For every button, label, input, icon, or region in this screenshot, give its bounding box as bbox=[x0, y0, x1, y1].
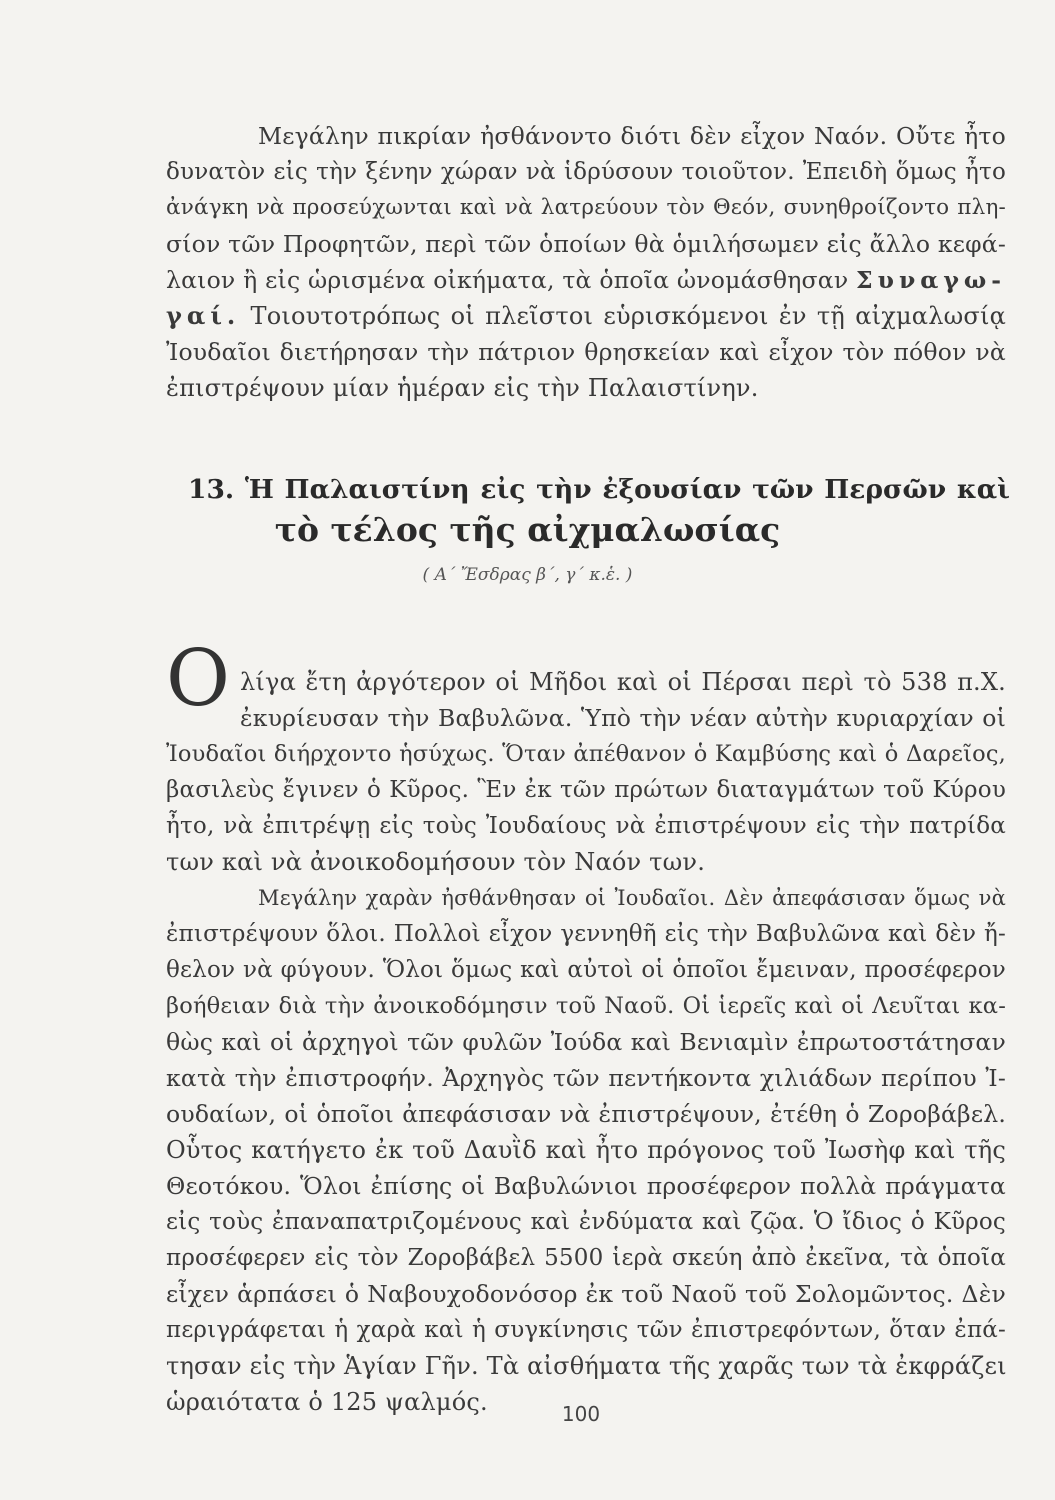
emphasis-word: Συναγω- bbox=[856, 266, 1006, 294]
text-line bbox=[166, 262, 1006, 298]
chapter-heading-line2: τὸ τέλος τῆς αἰχμαλωσίας bbox=[274, 510, 781, 549]
scripture-reference: ( Α΄ Ἔσδρας β΄, γ΄ κ.ἑ. ) bbox=[422, 565, 633, 585]
text-line: Ἰουδαῖοι διήρχοντο ἡσύχως. Ὅταν ἀπέθανον ὁ Καμβύσης καὶ ὁ Δαρεῖος, bbox=[166, 741, 1006, 767]
text-line: Θεοτόκου. Ὅλοι ἐπίσης οἱ Βαβυλώνιοι προσέφερον πολλὰ πράγματα bbox=[166, 1172, 1006, 1200]
text-line: ἀνάγκη νὰ προσεύχωνται καὶ νὰ λατρεύουν τὸν Θεόν, συνηθροίζοντο πλη- bbox=[166, 195, 1006, 220]
text-line: κατὰ τὴν ἐπιστροφήν. Ἀρχηγὸς τῶν πεντήκοντα χιλιάδων περίπου Ἰ- bbox=[166, 1064, 1006, 1092]
page-number: 100 bbox=[561, 1402, 601, 1426]
text-line: περιγράφεται ἡ χαρὰ καὶ ἡ συγκίνησις τῶν ἐπιστρεφόντων, ὅταν ἐπά- bbox=[166, 1317, 1006, 1343]
text-line: βασιλεὺς ἔγινεν ὁ Κῦρος. Ἓν ἐκ τῶν πρώτων διαταγμάτων τοῦ Κύρου bbox=[166, 777, 1006, 803]
text-line: εἰς τοὺς ἐπαναπατριζομένους καὶ ἐνδύματα καὶ ζῷα. Ὁ ἴδιος ὁ Κῦρος bbox=[166, 1209, 1006, 1235]
text-line: ἐκυρίευσαν τὴν Βαβυλῶνα. Ὑπὸ τὴν νέαν αὐτὴν κυριαρχίαν οἱ bbox=[240, 704, 1006, 732]
text-line: ἐπιστρέψουν ὅλοι. Πολλοὶ εἶχον γεννηθῆ εἰς τὴν Βαβυλῶνα καὶ δὲν ἤ- bbox=[166, 921, 1006, 947]
text-line: των καὶ νὰ ἀνοικοδομήσουν τὸν Ναόν των. bbox=[166, 848, 706, 876]
text-line: εἶχεν ἁρπάσει ὁ Ναβουχοδονόσορ ἐκ τοῦ Ναοῦ τοῦ Σολομῶντος. Δὲν bbox=[166, 1280, 1006, 1308]
text-line: Μεγάλην πικρίαν ἠσθάνοντο διότι δὲν εἶχον Ναόν. Οὔτε ἦτο bbox=[258, 122, 1006, 150]
text-line: Οὗτος κατήγετο ἐκ τοῦ Δαυῒδ καὶ ἦτο πρόγονος τοῦ Ἰωσὴφ καὶ τῆς bbox=[166, 1136, 1006, 1164]
emphasis-word: γαί. bbox=[166, 301, 241, 330]
text-line: θελον νὰ φύγουν. Ὅλοι ὅμως καὶ αὐτοὶ οἱ ὁποῖοι ἔμειναν, προσέφερον bbox=[166, 957, 1006, 983]
text-line: βοήθειαν διὰ τὴν ἀνοικοδόμησιν τοῦ Ναοῦ. Οἱ ἱερεῖς καὶ οἱ Λευῖται κα- bbox=[166, 993, 1006, 1019]
chapter-heading: 13. Ἡ Παλαιστίνη εἰς τὴν ἐξουσίαν τῶν Περσῶν καὶ bbox=[188, 474, 1010, 505]
text-line: ὡραιότατα ὁ 125 ψαλμός. bbox=[166, 1388, 488, 1416]
text-segment: Τοιουτοτρόπως οἱ πλεῖστοι εὑρισκόμενοι ἐν τῇ αἰχμαλωσίᾳ bbox=[250, 302, 1006, 330]
text-line: ἐπιστρέψουν μίαν ἡμέραν εἰς τὴν Παλαιστίνην. bbox=[166, 374, 759, 402]
drop-cap: Ο bbox=[166, 634, 230, 724]
text-segment: λαιον ἢ εἰς ὡρισμένα οἰκήματα, τὰ ὁποῖα ὠνομάσθησαν bbox=[166, 266, 849, 294]
text-line: σίον τῶν Προφητῶν, περὶ τῶν ὁποίων θὰ ὁμιλήσωμεν εἰς ἄλλο κεφά- bbox=[166, 230, 1006, 258]
text-line: προσέφερεν εἰς τὸν Ζοροβάβελ 5500 ἱερὰ σκεύη ἀπὸ ἐκεῖνα, τὰ ὁποῖα bbox=[166, 1245, 1006, 1271]
text-line: θὼς καὶ οἱ ἀρχηγοὶ τῶν φυλῶν Ἰούδα καὶ Βενιαμὶν ἐπρωτοστάτησαν bbox=[166, 1028, 1006, 1056]
text-line: ἦτο, νὰ ἐπιτρέψῃ εἰς τοὺς Ἰουδαίους νὰ ἐπιστρέψουν εἰς τὴν πατρίδα bbox=[166, 813, 1006, 839]
text-line: Μεγάλην χαρὰν ἠσθάνθησαν οἱ Ἰουδαῖοι. Δὲν ἀπεφάσισαν ὅμως νὰ bbox=[258, 886, 1006, 910]
text-line: ουδαίων, οἱ ὁποῖοι ἀπεφάσισαν νὰ ἐπιστρέψουν, ἐτέθη ὁ Ζοροβάβελ. bbox=[166, 1100, 1006, 1128]
text-line: Ἰουδαῖοι διετήρησαν τὴν πάτριον θρησκείαν καὶ εἶχον τὸν πόθον νὰ bbox=[166, 338, 1006, 366]
text-line bbox=[166, 298, 1006, 334]
text-line: τησαν εἰς τὴν Ἁγίαν Γῆν. Τὰ αἰσθήματα τῆς χαρᾶς των τὰ ἐκφράζει bbox=[166, 1352, 1007, 1380]
text-line: λίγα ἔτη ἀργότερον οἱ Μῆδοι καὶ οἱ Πέρσαι περὶ τὸ 538 π.Χ. bbox=[240, 668, 1006, 696]
text-line: δυνατὸν εἰς τὴν ξένην χώραν νὰ ἱδρύσουν τοιοῦτον. Ἐπειδὴ ὅμως ἦτο bbox=[166, 159, 1006, 185]
